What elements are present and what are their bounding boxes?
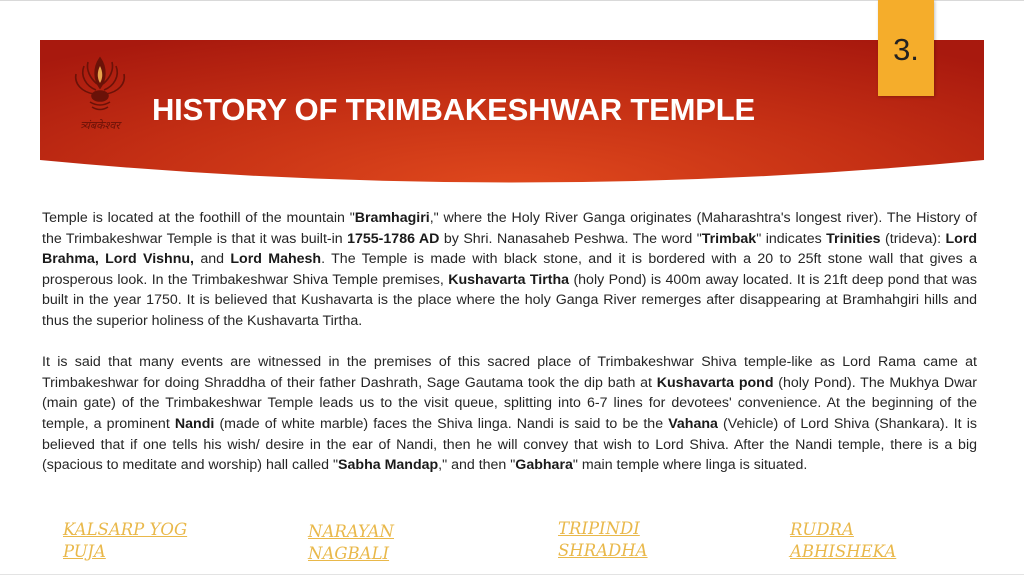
history-paragraph-1: Temple is located at the foothill of the mountain "Bramhagiri," where the Holy River Ganga originates (Maharashtra's longest river). The History of the Trimbakeshwar Temple is that it was built-in 1755-1786 AD by Shri. Nanasaheb Peshwa. The word "Trimbak" indicates Trinities (trideva): Lord Brahma, Lord Vishnu, and Lord Mahesh. The Temple is made with black stone, and it is bordered with a 20 to 25ft stone wall that gives a prosperous look. In the Trimbakeshwar Shiva Temple premises, Kushavarta Tirtha (holy Pond) is 400m away located. It is 21ft deep pond that was built in the year 1750. It is believed that Kushavarta is the place where the holy Ganga River remerges after disappearing at Bramhahgiri hills and thus the superior holiness of the Kushavarta Tirtha. <box>42 210 978 329</box>
logo-text: त्र्यंबकेश्वर <box>80 119 120 132</box>
top-divider <box>0 0 1024 1</box>
link-narayan-nagbali[interactable]: NARAYAN NAGBALI <box>308 522 394 563</box>
slide-number-badge <box>878 0 934 96</box>
slide-title: HISTORY OF TRIMBAKESHWAR TEMPLE <box>152 92 755 127</box>
history-paragraph-2: It is said that many events are witnessed in the premises of this sacred place of Trimbakeshwar Shiva temple-like as Lord Rama came at Trimbakeshwar for doing Shraddha of their father Dashrath, Sage Gautama took the dip bath at Kushavarta pond (holy Pond). The Mukhya Dwar (main gate) of the Trimbakeshwar Temple leads us to the visit queue, splitting into 6-7 lines for devotees' convenience. At the beginning of the temple, a prominent Nandi (made of white marble) faces the Shiva linga. Nandi is said to be the Vahana (Vehicle) of Lord Shiva (Shankara). It is believed that if one tells his wish/ desire in the ear of Nandi, then he will convey that wish to Lord Shiva. After the Nandi temple, there is a big (spacious to meditate and worship) hall called "Sabha Mandap," and then "Gabhara" main temple where linga is situated. <box>42 354 977 474</box>
slide-number: 3. <box>893 32 919 67</box>
link-tripindi-shradha[interactable]: TRIPINDI SHRADHA <box>558 519 648 560</box>
content-body <box>42 208 977 496</box>
link-rudra-abhisheka[interactable]: RUDRA ABHISHEKA <box>790 520 897 561</box>
trimbakeshwar-logo-icon <box>60 52 140 148</box>
bottom-divider <box>0 574 1024 575</box>
link-kalsarp-yog-puja[interactable]: KALSARP YOG PUJA <box>63 520 188 561</box>
